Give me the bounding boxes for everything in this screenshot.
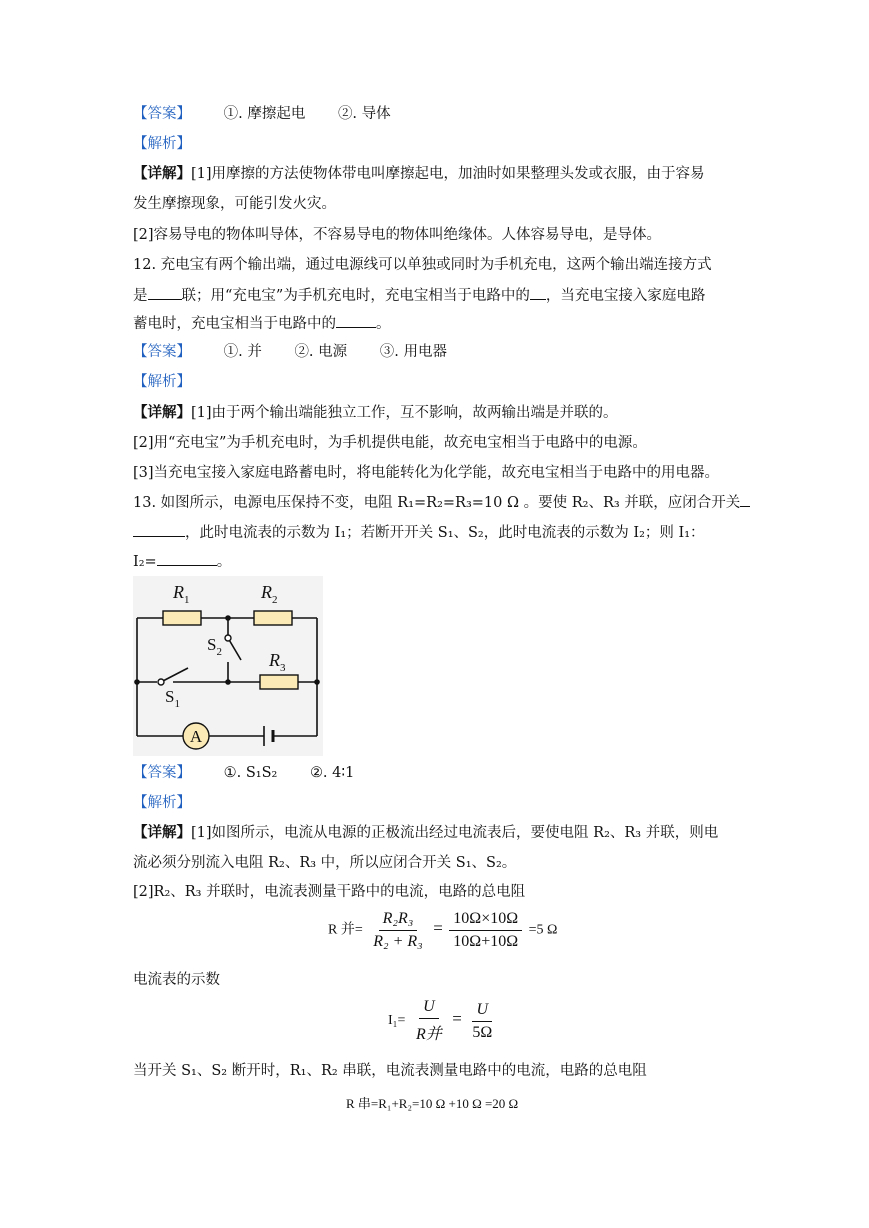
detail-text: [1]如图所示，电流从电源的正极流出经过电流表后，要使电阻 R₂、R₃ 并联，则电 (191, 825, 719, 841)
formula-lhs: R 并= (328, 922, 363, 938)
q13-ammeter-text: 电流表的示数 (133, 972, 220, 988)
q13-stem-2 (133, 522, 705, 543)
formula-total-resistance-series: R 串=R₁+R₂=10 Ω +10 Ω =20 Ω (346, 1096, 519, 1111)
answer-blank (157, 551, 217, 566)
formula-current (388, 998, 499, 1044)
fraction-denominator: R₂ + R₃ (373, 933, 423, 950)
detail-tag: 【详解】 (133, 404, 191, 421)
detail-tag: 【详解】 (133, 165, 191, 182)
answer-item: ①. 并 (223, 344, 262, 360)
fraction-denominator: R并 (415, 1026, 442, 1043)
q13-stem-1 (133, 492, 750, 513)
stem-text: 蓄电时，充电宝相当于电路中的 (133, 316, 336, 332)
analysis-tag: 【解析】 (133, 795, 191, 811)
q13-detail-1a (133, 823, 718, 843)
equals-sign: = (452, 1009, 462, 1029)
answer-blank (148, 285, 182, 300)
label-r2: $R_2$ (261, 582, 278, 606)
answer-item: ②. 电源 (294, 344, 348, 360)
analysis-tag: 【解析】 (133, 374, 191, 390)
circuit-diagram (133, 576, 323, 756)
q12-answer-line (133, 342, 447, 362)
q13-detail-3: 当开关 S₁、S₂ 断开时，R₁、R₂ 串联，电流表测量电路中的电流，电路的总电阻 (133, 1063, 647, 1079)
label-s1: $S_1$ (165, 687, 180, 710)
q13-detail-2: [2]R₂、R₃ 并联时，电流表测量干路中的电流，电路的总电阻 (133, 884, 526, 900)
answer-tag: 【答案】 (133, 106, 191, 122)
junction-dot (225, 615, 231, 621)
answer-blank (740, 492, 750, 507)
answer-tag: 【答案】 (133, 765, 191, 781)
detail-tag: 【详解】 (133, 824, 191, 841)
fraction (468, 1001, 496, 1042)
resistor-r1 (163, 611, 201, 625)
q11-detail-1a (133, 164, 705, 184)
q12-detail-3: [3]当充电宝接入家庭电路蓄电时，将电能转化为化学能，故充电宝相当于电路中的用电器。 (133, 465, 720, 481)
label-s2: $S_2$ (207, 635, 222, 658)
fraction-numerator: R₂R₃ (379, 910, 418, 931)
stem-text: ，此时电流表的示数为 I₁；若断开开关 S₁、S₂，此时电流表的示数为 I₂；则 I₁： (185, 525, 705, 541)
answer-item: ①. 摩擦起电 (223, 106, 306, 122)
formula-rhs: =5 Ω (528, 922, 558, 938)
q12-detail-2: [2]用“充电宝”为手机充电时，为手机提供电能，故充电宝相当于电路中的电源。 (133, 435, 647, 451)
answer-item: ①. S₁S₂ (223, 765, 278, 781)
junction-dot (134, 679, 140, 685)
stem-text: ，当充电宝接入家庭电路 (545, 288, 706, 304)
junction-dot (314, 679, 320, 685)
detail-text: [1]用摩擦的方法使物体带电叫摩擦起电，加油时如果整理头发或衣服，由于容易 (191, 166, 705, 182)
junction-dot (225, 679, 231, 685)
q11-detail-2: [2]容易导电的物体叫导体，不容易导电的物体叫绝缘体。人体容易导电，是导体。 (133, 227, 662, 243)
fraction-numerator: U (419, 998, 439, 1019)
switch-s1-pivot (158, 679, 164, 685)
detail-text: [1]由于两个输出端能独立工作，互不影响，故两输出端是并联的。 (191, 405, 618, 421)
answer-item: ③. 用电器 (379, 344, 447, 360)
q11-detail-1b: 发生摩擦现象，可能引发火灾。 (133, 196, 336, 212)
fraction-denominator: 5Ω (472, 1023, 493, 1041)
answer-item: ②. 导体 (337, 106, 391, 122)
answer-blank (530, 285, 546, 300)
q13-answer-line (133, 763, 354, 783)
answer-blank (336, 313, 376, 328)
label-r1: $R_1$ (173, 582, 190, 606)
q12-stem-3 (133, 313, 391, 334)
q12-stem-1: 12. 充电宝有两个输出端，通过电源线可以单独或同时为手机充电，这两个输出端连接方式 (133, 257, 712, 273)
fraction (412, 998, 446, 1044)
resistor-r2 (254, 611, 292, 625)
fraction-denominator: 10Ω+10Ω (453, 933, 519, 950)
switch-s2-pivot (225, 635, 231, 641)
equals-sign: = (433, 918, 443, 938)
fraction-numerator: 10Ω×10Ω (449, 910, 522, 931)
fraction (369, 910, 426, 951)
stem-text: 。 (216, 554, 232, 570)
formula-lhs: I₁= (388, 1013, 406, 1029)
q11-answer-line (133, 104, 391, 124)
ammeter-label: A (189, 727, 203, 746)
answer-item: ②. 4∶1 (309, 765, 355, 781)
stem-text: 。 (376, 316, 391, 332)
stem-text: 13. 如图所示，电源电压保持不变，电阻 R₁=R₂=R₃=10 Ω 。要使 R₂、R₃ 并联，应闭合开关 (133, 495, 741, 511)
q12-detail-1 (133, 403, 618, 423)
stem-text: I₂= (133, 554, 157, 570)
q12-stem-2 (133, 285, 705, 306)
formula-total-resistance-parallel (328, 910, 557, 951)
label-r3: $R_3$ (269, 650, 286, 674)
stem-text: 是 (133, 288, 148, 304)
stem-text: 联；用“充电宝”为手机充电时，充电宝相当于电路中的 (181, 288, 530, 304)
resistor-r3 (260, 675, 298, 689)
fraction-numerator: U (472, 1001, 492, 1022)
analysis-tag: 【解析】 (133, 136, 191, 152)
fraction (449, 910, 522, 951)
q13-stem-3 (133, 551, 231, 572)
answer-tag: 【答案】 (133, 344, 191, 360)
answer-blank (133, 522, 185, 537)
q13-detail-1b: 流必须分别流入电阻 R₂、R₃ 中，所以应闭合开关 S₁、S₂。 (133, 855, 517, 871)
